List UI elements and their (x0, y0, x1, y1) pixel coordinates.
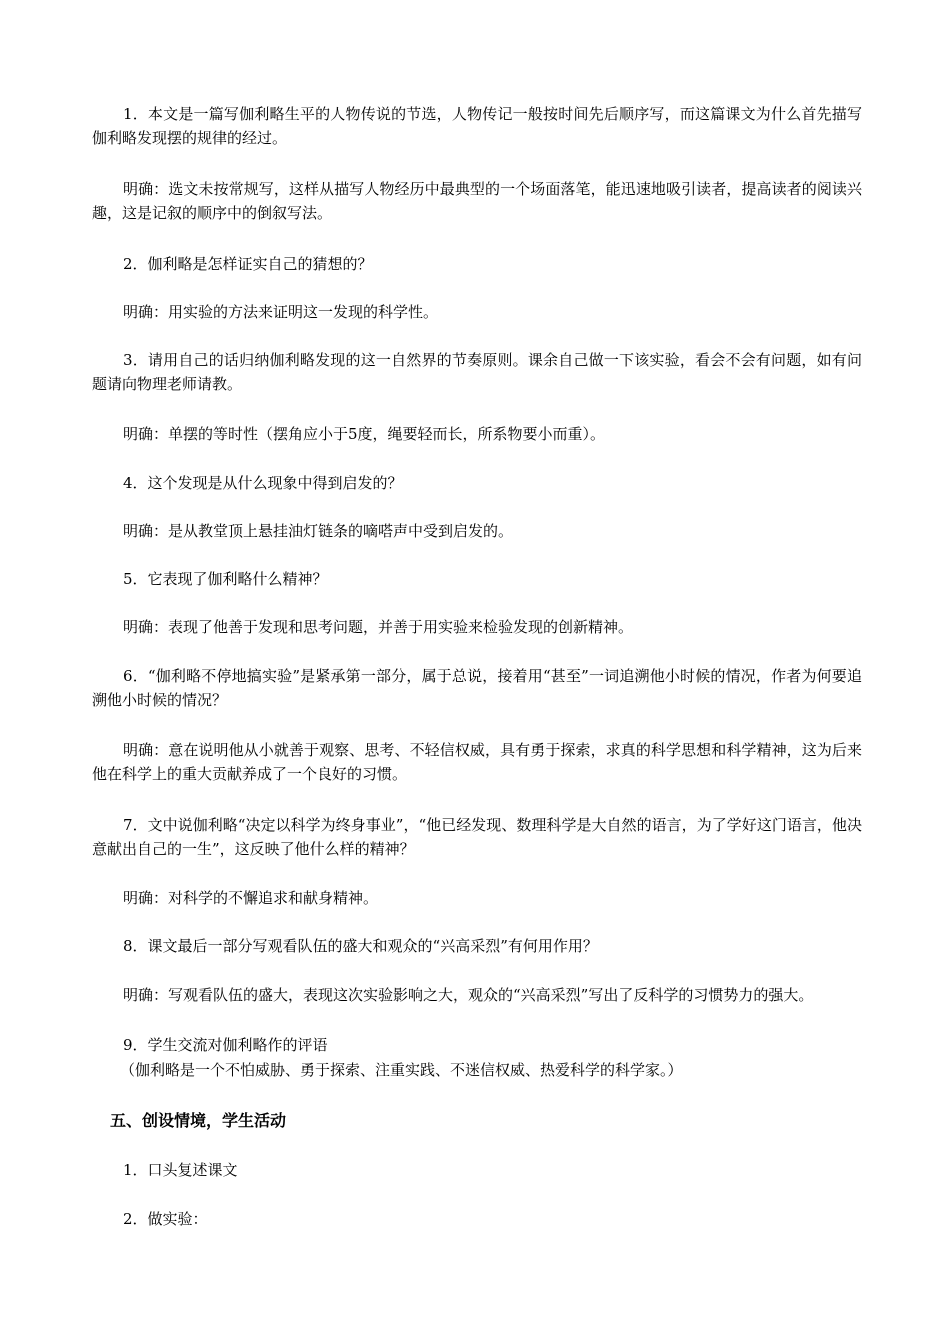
answer-7: 明确：对科学的不懈追求和献身精神。 (123, 889, 379, 907)
activity-1: 1．口头复述课文 (123, 1161, 238, 1179)
answer-6: 明确：意在说明他从小就善于观察、思考、不轻信权威，具有勇于探索，求真的科学思想和科学精神，这为后来他在科学上的重大贡献养成了一个良好的习惯。 (92, 741, 862, 783)
question-6: 6．“伽利略不停地搞实验”是紧承第一部分，属于总说，接着用“甚至”一词追溯他小时候的情况，作者为何要追溯他小时候的情况？ (92, 667, 862, 709)
activity-2: 2．做实验： (123, 1210, 208, 1228)
answer-4: 明确：是从教堂顶上悬挂油灯链条的嘀嗒声中受到启发的。 (123, 522, 514, 540)
question-4: 4．这个发现是从什么现象中得到启发的？ (123, 474, 403, 492)
answer-5: 明确：表现了他善于发现和思考问题，并善于用实验来检验发现的创新精神。 (123, 618, 634, 636)
question-8: 8．课文最后一部分写观看队伍的盛大和观众的“兴高采烈”有何用作用？ (123, 937, 598, 955)
question-9: 9．学生交流对伽利略作的评语 (123, 1036, 328, 1054)
question-7: 7．文中说伽利略“决定以科学为终身事业”，“他已经发现、数理科学是大自然的语言，为了学好这门语言，他决意献出自己的一生”，这反映了他什么样的精神？ (92, 816, 862, 858)
answer-3: 明确：单摆的等时性（摆角应小于5度，绳要轻而长，所系物要小而重）。 (123, 425, 606, 443)
question-1: 1．本文是一篇写伽利略生平的人物传说的节选，人物传记一般按时间先后顺序写，而这篇课文为什么首先描写伽利略发现摆的规律的经过。 (92, 105, 862, 147)
answer-2: 明确：用实验的方法来证明这一发现的科学性。 (123, 303, 439, 321)
answer-1: 明确：选文未按常规写，这样从描写人物经历中最典型的一个场面落笔，能迅速地吸引读者，提高读者的阅读兴趣，这是记叙的顺序中的倒叙写法。 (92, 180, 862, 222)
question-3: 3．请用自己的话归纳伽利略发现的这一自然界的节奏原则。课余自己做一下该实验，看会不会有问题，如有问题请向物理老师请教。 (92, 351, 862, 393)
question-5: 5．它表现了伽利略什么精神？ (123, 570, 328, 588)
answer-9: （伽利略是一个不怕威胁、勇于探索、注重实践、不迷信权威、热爱科学的科学家。） (120, 1061, 683, 1079)
section-heading: 五、创设情境，学生活动 (110, 1111, 287, 1130)
question-2: 2．伽利略是怎样证实自己的猜想的？ (123, 255, 373, 273)
answer-8: 明确：写观看队伍的盛大，表现这次实验影响之大，观众的“兴高采烈”写出了反科学的习惯势力的强大。 (123, 986, 814, 1004)
